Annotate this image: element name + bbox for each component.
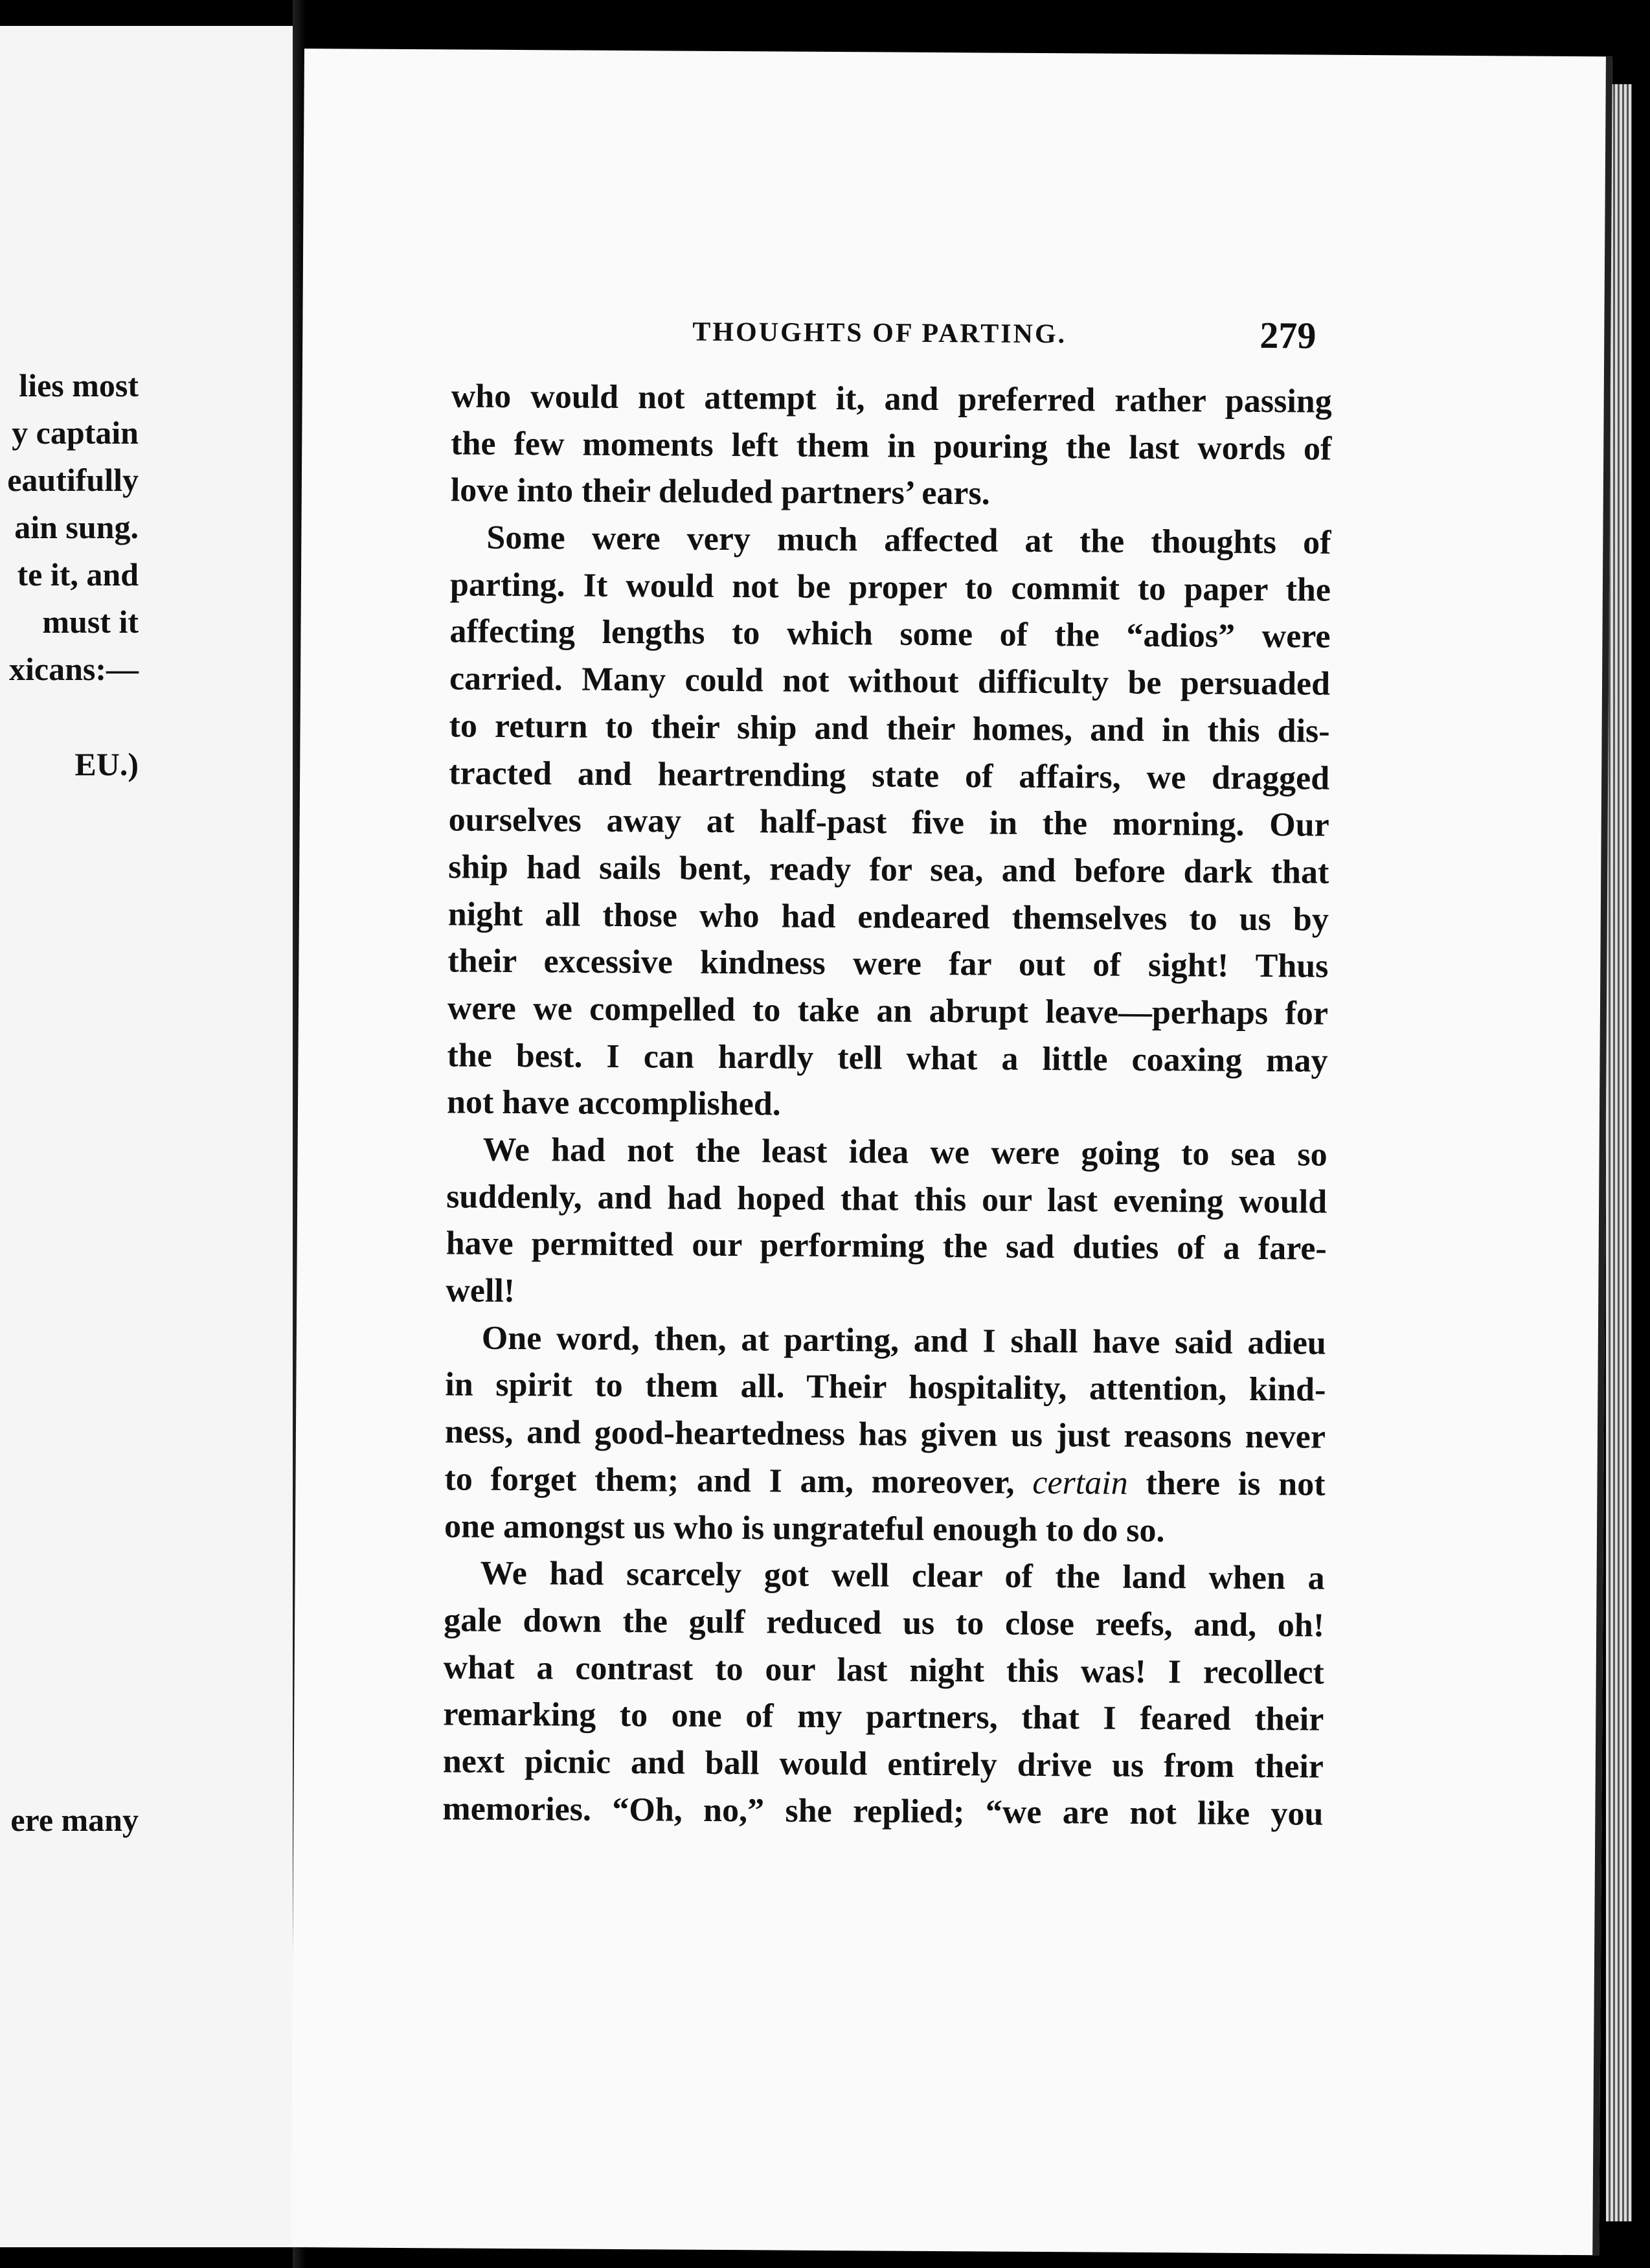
text-segment: to forget them; and I am, moreover,: [444, 1460, 1015, 1501]
text-line: what a contrast to our last night this was! I recollect: [443, 1648, 1324, 1692]
text-line: memories. “Oh, no,” she replied; “we are not like you: [442, 1789, 1324, 1833]
book-page: [291, 49, 1612, 2255]
text-line: carried. Many could not without difficulty be persuaded: [449, 660, 1331, 703]
text-line: ship had sails bent, ready for sea, and before dark that: [448, 848, 1329, 891]
left-page-line: y captain: [12, 414, 139, 451]
text-line: their excessive kindness were far out of sight! Thus: [447, 942, 1329, 985]
text-line: suddenly, and had hoped that this our last evening would: [446, 1178, 1328, 1221]
left-page-line: EU.): [74, 746, 139, 782]
left-page-line: te it, and: [17, 556, 139, 593]
page-number: 279: [1260, 314, 1317, 357]
text-line-with-italic: [444, 1456, 1325, 1508]
left-page-line: eautifully: [7, 462, 139, 498]
text-line: One word, then, at parting, and I shall have said adieu: [481, 1319, 1326, 1362]
left-page-line: must it: [42, 604, 139, 640]
text-line: remarking to one of my partners, that I feared their: [443, 1695, 1324, 1738]
text-line: ourselves away at half-past five in the morning. Our: [448, 801, 1329, 844]
text-line: the best. I can hardly tell what a little coaxing may: [447, 1037, 1328, 1080]
italic-word: certain: [1032, 1464, 1128, 1502]
left-page-line: ere many: [10, 1802, 139, 1838]
text-line: were we compelled to take an abrupt leave—perhaps for: [447, 990, 1329, 1032]
text-line: to return to their ship and their homes, and in this dis-: [449, 707, 1330, 750]
left-page-line: xicans:—: [9, 651, 139, 687]
previous-page-fragment: [0, 26, 293, 2247]
text-line: night all those who had endeared themselves to us by: [447, 895, 1329, 938]
text-line: who would not attempt it, and preferred rather passing: [451, 378, 1332, 420]
text-line: We had not the least idea we were going to sea so: [482, 1131, 1328, 1174]
text-line: We had scarcely got well clear of the land when a: [480, 1554, 1325, 1597]
text-line: ness, and good-heartedness has given us just reasons never: [444, 1413, 1326, 1456]
text-line: have permitted our performing the sad duties of a fare-: [446, 1225, 1327, 1268]
text-line: in spirit to them all. Their hospitality, attention, kind-: [445, 1366, 1326, 1409]
text-line: Some were very much affected at the thoughts of: [486, 519, 1331, 561]
text-line: well!: [446, 1272, 515, 1310]
text-line: tracted and heartrending state of affairs, we dragged: [448, 754, 1330, 797]
text-line: one amongst us who is ungrateful enough to do so.: [444, 1507, 1165, 1549]
left-page-line: ain sung.: [14, 509, 139, 545]
text-line: love into their deluded partners’ ears.: [450, 471, 990, 512]
body-text: [442, 373, 1332, 1838]
left-page-line: lies most: [19, 367, 139, 403]
text-line: next picnic and ball would entirely drive us from their: [442, 1743, 1324, 1786]
text-line: the few moments left them in pouring the last words of: [451, 425, 1332, 468]
text-line: parting. It would not be proper to commit to paper the: [449, 566, 1331, 609]
text-segment: there is not: [1146, 1464, 1326, 1503]
text-line: not have accomplished.: [446, 1083, 781, 1123]
running-head: THOUGHTS OF PARTING.: [692, 317, 1067, 350]
text-line: affecting lengths to which some of the “adios” were: [449, 613, 1331, 656]
text-line: gale down the gulf reduced us to close reefs, and, oh!: [444, 1602, 1325, 1644]
